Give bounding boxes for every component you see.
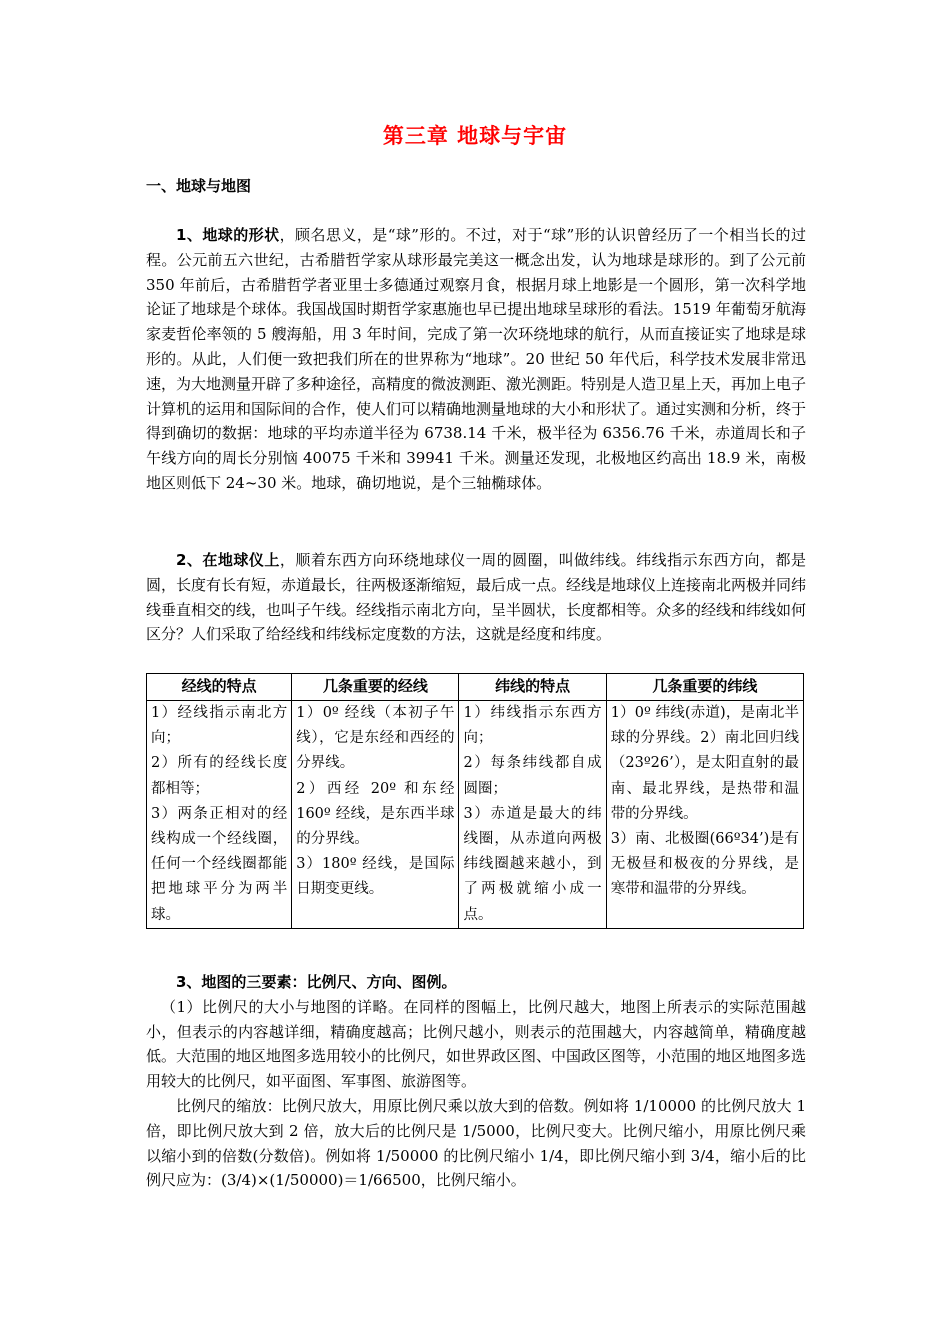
cell-line: 3）南、北极圈(66º34’)是有无极昼和极夜的分界线，是寒带和温带的分界线。 xyxy=(610,831,799,898)
table-row xyxy=(147,701,804,929)
cell-line: 3）两条正相对的经线构成一个经线圈，任何一个经线圈都能把地球平分为两半球。 xyxy=(151,805,288,923)
table-header: 纬线的特点 xyxy=(459,674,606,701)
cell-line: 2）西经 20º 和东经 160º 经线，是东西半球的分界线。 xyxy=(296,780,455,848)
table-cell xyxy=(606,701,803,929)
paragraph-lead: 1、地球的形状 xyxy=(176,226,280,244)
table-cell xyxy=(292,701,459,929)
table-cell xyxy=(459,701,606,929)
cell-line: 3）赤道是最大的纬线圈，从赤道向两极纬线圈越来越小，到了两极就缩小成一点。 xyxy=(463,805,602,923)
cell-line: 3）180º 经线，是国际日期变更线。 xyxy=(296,856,455,898)
cell-line: 1）纬线指示东西方向； xyxy=(463,705,602,747)
table-header: 几条重要的经线 xyxy=(292,674,459,701)
paragraph-earth-shape xyxy=(146,223,806,496)
table-header: 几条重要的纬线 xyxy=(606,674,803,701)
chapter-title: 第三章 地球与宇宙 xyxy=(382,124,568,148)
table-cell xyxy=(147,701,292,929)
paragraph-map-elements xyxy=(146,970,806,1193)
cell-line: 1）经线指示南北方向； xyxy=(151,705,288,747)
cell-line: 1）0º 经线（本初子午线），它是东经和西经的分界线。 xyxy=(296,705,455,772)
paragraph-heading: 3、地图的三要素：比例尺、方向、图例。 xyxy=(176,973,457,991)
paragraph-lead: 2、在地球仪上 xyxy=(176,551,280,569)
cell-line: 1）0º 纬线(赤道)，是南北半球的分界线。2）南北回归线（23º26’），是太阳直射的最南、最北界线，是热带和温带的分界线。 xyxy=(610,705,799,822)
paragraph-text: ，顺着东西方向环绕地球仪一周的圆圈，叫做纬线。纬线指示东西方向，都是圆，长度有长有短，赤道最长，往两极逐渐缩短，最后成一点。经线是地球仪上连接南北两极并同纬线垂直相交的线，也叫子午线。经线指示南北方向，呈半圆状，长度都相等。众多的经线和纬线如何区分？人们采取了给经线和纬线标定度数的方法，这就是经度和纬度。 xyxy=(146,551,807,644)
paragraph-scale-detail: （1）比例尺的大小与地图的详略。在同样的图幅上，比例尺越大，地图上所表示的实际范围越小，但表示的内容越详细，精确度越高；比例尺越小，则表示的范围越大，内容越简单，精确度越低。大范围的地区地图多选用较小的比例尺，如世界政区图、中国政区图等，小范围的地区地图多选用较大的比例尺，如平面图、军事图、旅游图等。 xyxy=(146,997,807,1091)
table-header: 经线的特点 xyxy=(147,674,292,701)
cell-line: 2）每条纬线都自成圆圈； xyxy=(463,755,602,797)
table-header-row xyxy=(147,674,804,701)
paragraph-scale-zoom: 比例尺的缩放：比例尺放大，用原比例尺乘以放大到的倍数。例如将 1/10000 的比例尺放大 1 倍，即比例尺放大到 2 倍，放大后的比例尺是 1/5000，比例尺变大。比例尺缩小，用原比例尺乘以缩小到的倍数(分数倍)。例如将 1/50000 的比例尺缩小 1/4，即比例尺缩小到 3/4，缩小后的比例尺应为：(3/4)×(1/50000)＝1/66500，比例尺缩小。 xyxy=(146,1096,806,1190)
cell-line: 2）所有的经线长度都相等； xyxy=(151,755,288,797)
meridian-parallel-table xyxy=(146,673,804,929)
section-heading: 一、地球与地图 xyxy=(146,177,252,195)
paragraph-text: ，顾名思义，是“球”形的。不过，对于“球”形的认识曾经历了一个相当长的过程。公元前五六世纪，古希腊哲学家从球形最完美这一概念出发，认为地球是球形的。到了公元前 350 年前后，古希腊哲学者亚里士多德通过观察月食，根据月球上地影是一个圆形，第一次科学地论证了地球是个球体。我国战国时期哲学家惠施也早已提出地球呈球形的看法。1519 年葡萄牙航海家麦哲伦率领的 5 艘海船，用 3 年时间，完成了第一次环绕地球的航行，从而直接证实了地球是球形的。从此，人们便一致把我们所在的世界称为“地球”。20 世纪 50 年代后，科学技术发展非常迅速，为大地测量开辟了多种途径，高精度的微波测距、激光测距。特别是人造卫星上天，再加上电子计算机的运用和国际间的合作，使人们可以精确地测量地球的大小和形状了。通过实测和分析，终于得到确切的数据：地球的平均赤道半径为 6738.14 千米，极半径为 6356.76 千米，赤道周长和子午线方向的周长分别恼 40075 千米和 39941 千米。测量还发现，北极地区约高出 18.9 米，南极地区则低下 24~30 米。地球，确切地说，是个三轴椭球体。 xyxy=(146,226,807,492)
paragraph-globe-lines xyxy=(146,548,806,647)
